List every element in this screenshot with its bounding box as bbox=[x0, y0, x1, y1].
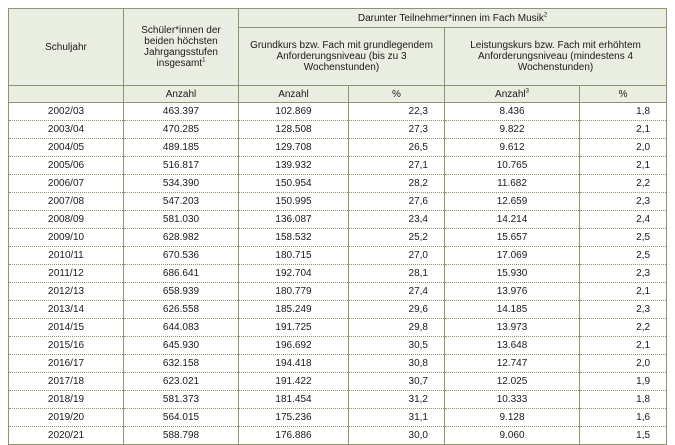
cell-advanced-percent: 2,1 bbox=[580, 157, 667, 175]
cell-basic-count: 194.418 bbox=[239, 355, 349, 373]
table-row bbox=[9, 427, 667, 445]
table-row bbox=[9, 157, 667, 175]
cell-year: 2005/06 bbox=[9, 157, 124, 175]
cell-total: 534.390 bbox=[124, 175, 239, 193]
cell-advanced-percent: 2,0 bbox=[580, 355, 667, 373]
cell-total: 581.373 bbox=[124, 391, 239, 409]
cell-total: 588.798 bbox=[124, 427, 239, 445]
cell-advanced-count: 9.612 bbox=[445, 139, 580, 157]
cell-year: 2018/19 bbox=[9, 391, 124, 409]
table-body bbox=[9, 103, 667, 445]
cell-basic-count: 129.708 bbox=[239, 139, 349, 157]
cell-advanced-percent: 2,1 bbox=[580, 121, 667, 139]
cell-basic-percent: 23,4 bbox=[349, 211, 445, 229]
cell-year: 2011/12 bbox=[9, 265, 124, 283]
cell-year: 2012/13 bbox=[9, 283, 124, 301]
cell-basic-percent: 31,1 bbox=[349, 409, 445, 427]
table-row bbox=[9, 355, 667, 373]
cell-year: 2014/15 bbox=[9, 319, 124, 337]
cell-basic-count: 175.236 bbox=[239, 409, 349, 427]
table-row bbox=[9, 175, 667, 193]
table-row bbox=[9, 247, 667, 265]
cell-basic-count: 185.249 bbox=[239, 301, 349, 319]
cell-total: 623.021 bbox=[124, 373, 239, 391]
cell-basic-percent: 30,8 bbox=[349, 355, 445, 373]
table-row bbox=[9, 373, 667, 391]
header-basic-count: Anzahl bbox=[239, 86, 349, 103]
cell-advanced-count: 15.657 bbox=[445, 229, 580, 247]
cell-year: 2003/04 bbox=[9, 121, 124, 139]
table-row bbox=[9, 391, 667, 409]
cell-advanced-count: 12.659 bbox=[445, 193, 580, 211]
cell-total: 645.930 bbox=[124, 337, 239, 355]
table-row bbox=[9, 103, 667, 121]
cell-advanced-count: 9.060 bbox=[445, 427, 580, 445]
footnote-marker-2: 2 bbox=[543, 12, 548, 19]
cell-basic-percent: 31,2 bbox=[349, 391, 445, 409]
cell-advanced-count: 14.185 bbox=[445, 301, 580, 319]
cell-advanced-percent: 2,3 bbox=[580, 193, 667, 211]
cell-basic-percent: 27,6 bbox=[349, 193, 445, 211]
cell-basic-count: 196.692 bbox=[239, 337, 349, 355]
cell-basic-count: 136.087 bbox=[239, 211, 349, 229]
header-school-year: Schuljahr bbox=[9, 9, 124, 86]
cell-total: 628.982 bbox=[124, 229, 239, 247]
cell-advanced-percent: 2,4 bbox=[580, 211, 667, 229]
cell-advanced-percent: 2,5 bbox=[580, 229, 667, 247]
cell-total: 516.817 bbox=[124, 157, 239, 175]
cell-total: 644.083 bbox=[124, 319, 239, 337]
cell-advanced-count: 10.765 bbox=[445, 157, 580, 175]
header-basic-course: Grundkurs bzw. Fach mit grundlegendem Anforderungsniveau (bis zu 3 Wochenstunden) bbox=[239, 28, 445, 86]
cell-year: 2019/20 bbox=[9, 409, 124, 427]
cell-advanced-count: 8.436 bbox=[445, 103, 580, 121]
cell-basic-count: 192.704 bbox=[239, 265, 349, 283]
cell-basic-count: 128.508 bbox=[239, 121, 349, 139]
header-empty-year bbox=[9, 86, 124, 103]
music-participation-table bbox=[8, 8, 667, 445]
cell-advanced-percent: 1,5 bbox=[580, 427, 667, 445]
cell-advanced-percent: 2,1 bbox=[580, 283, 667, 301]
cell-advanced-count: 9.128 bbox=[445, 409, 580, 427]
cell-basic-count: 180.779 bbox=[239, 283, 349, 301]
cell-advanced-count: 14.214 bbox=[445, 211, 580, 229]
header-advanced-percent: % bbox=[580, 86, 667, 103]
cell-basic-percent: 27,4 bbox=[349, 283, 445, 301]
table-row bbox=[9, 193, 667, 211]
cell-total: 470.285 bbox=[124, 121, 239, 139]
table-row bbox=[9, 265, 667, 283]
cell-basic-count: 191.422 bbox=[239, 373, 349, 391]
table-row bbox=[9, 319, 667, 337]
cell-basic-count: 150.954 bbox=[239, 175, 349, 193]
cell-total: 581.030 bbox=[124, 211, 239, 229]
header-basic-percent: % bbox=[349, 86, 445, 103]
footnote-marker-3: 3 bbox=[525, 88, 529, 95]
table-row bbox=[9, 229, 667, 247]
cell-advanced-percent: 1,8 bbox=[580, 103, 667, 121]
cell-basic-percent: 29,6 bbox=[349, 301, 445, 319]
cell-advanced-percent: 2,0 bbox=[580, 139, 667, 157]
cell-advanced-percent: 1,8 bbox=[580, 391, 667, 409]
cell-basic-percent: 28,1 bbox=[349, 265, 445, 283]
cell-advanced-count: 11.682 bbox=[445, 175, 580, 193]
cell-total: 489.185 bbox=[124, 139, 239, 157]
cell-advanced-percent: 2,3 bbox=[580, 301, 667, 319]
cell-year: 2004/05 bbox=[9, 139, 124, 157]
cell-basic-percent: 22,3 bbox=[349, 103, 445, 121]
cell-advanced-count: 13.973 bbox=[445, 319, 580, 337]
cell-basic-percent: 30,5 bbox=[349, 337, 445, 355]
cell-total: 547.203 bbox=[124, 193, 239, 211]
cell-basic-count: 158.532 bbox=[239, 229, 349, 247]
cell-basic-count: 181.454 bbox=[239, 391, 349, 409]
cell-year: 2007/08 bbox=[9, 193, 124, 211]
cell-year: 2013/14 bbox=[9, 301, 124, 319]
cell-basic-percent: 29,8 bbox=[349, 319, 445, 337]
cell-basic-count: 139.932 bbox=[239, 157, 349, 175]
cell-advanced-count: 12.747 bbox=[445, 355, 580, 373]
cell-year: 2002/03 bbox=[9, 103, 124, 121]
cell-advanced-percent: 1,9 bbox=[580, 373, 667, 391]
cell-advanced-percent: 2,5 bbox=[580, 247, 667, 265]
cell-year: 2010/11 bbox=[9, 247, 124, 265]
footnote-marker-1: 1 bbox=[202, 57, 206, 64]
header-advanced-count: Anzahl$^3$ bbox=[445, 86, 580, 103]
header-total-count: Anzahl bbox=[124, 86, 239, 103]
cell-basic-count: 176.886 bbox=[239, 427, 349, 445]
header-total-students: Schüler*innen der beiden höchsten Jahrgangsstufen insgesamt$^1$ bbox=[124, 9, 239, 86]
cell-advanced-count: 17.069 bbox=[445, 247, 580, 265]
cell-advanced-percent: 2,1 bbox=[580, 337, 667, 355]
cell-basic-percent: 27,3 bbox=[349, 121, 445, 139]
cell-basic-count: 150.995 bbox=[239, 193, 349, 211]
table-row bbox=[9, 283, 667, 301]
cell-basic-percent: 26,5 bbox=[349, 139, 445, 157]
cell-year: 2015/16 bbox=[9, 337, 124, 355]
cell-basic-percent: 27,1 bbox=[349, 157, 445, 175]
cell-total: 626.558 bbox=[124, 301, 239, 319]
cell-total: 658.939 bbox=[124, 283, 239, 301]
cell-advanced-count: 9.822 bbox=[445, 121, 580, 139]
cell-total: 686.641 bbox=[124, 265, 239, 283]
cell-basic-percent: 30,0 bbox=[349, 427, 445, 445]
cell-advanced-percent: 2,2 bbox=[580, 319, 667, 337]
cell-year: 2017/18 bbox=[9, 373, 124, 391]
cell-basic-percent: 25,2 bbox=[349, 229, 445, 247]
table-row bbox=[9, 409, 667, 427]
header-music-participants: Darunter Teilnehmer*innen im Fach Musik$^2$ bbox=[239, 9, 667, 28]
cell-total: 463.397 bbox=[124, 103, 239, 121]
table-row bbox=[9, 337, 667, 355]
cell-advanced-count: 13.976 bbox=[445, 283, 580, 301]
cell-advanced-percent: 2,2 bbox=[580, 175, 667, 193]
header-advanced-course: Leistungskurs bzw. Fach mit erhöhtem Anforderungsniveau (mindestens 4 Wochenstunden) bbox=[445, 28, 667, 86]
cell-advanced-percent: 2,3 bbox=[580, 265, 667, 283]
cell-year: 2008/09 bbox=[9, 211, 124, 229]
cell-year: 2016/17 bbox=[9, 355, 124, 373]
table-row bbox=[9, 121, 667, 139]
cell-basic-percent: 27,0 bbox=[349, 247, 445, 265]
cell-year: 2009/10 bbox=[9, 229, 124, 247]
cell-total: 564.015 bbox=[124, 409, 239, 427]
cell-basic-count: 180.715 bbox=[239, 247, 349, 265]
table-row bbox=[9, 139, 667, 157]
cell-total: 632.158 bbox=[124, 355, 239, 373]
cell-advanced-count: 12.025 bbox=[445, 373, 580, 391]
table-row bbox=[9, 301, 667, 319]
cell-basic-percent: 30,7 bbox=[349, 373, 445, 391]
cell-advanced-percent: 1,6 bbox=[580, 409, 667, 427]
cell-basic-count: 102.869 bbox=[239, 103, 349, 121]
cell-advanced-count: 15.930 bbox=[445, 265, 580, 283]
cell-advanced-count: 10.333 bbox=[445, 391, 580, 409]
cell-year: 2020/21 bbox=[9, 427, 124, 445]
cell-total: 670.536 bbox=[124, 247, 239, 265]
cell-basic-count: 191.725 bbox=[239, 319, 349, 337]
cell-year: 2006/07 bbox=[9, 175, 124, 193]
cell-advanced-count: 13.648 bbox=[445, 337, 580, 355]
table-row bbox=[9, 211, 667, 229]
cell-basic-percent: 28,2 bbox=[349, 175, 445, 193]
